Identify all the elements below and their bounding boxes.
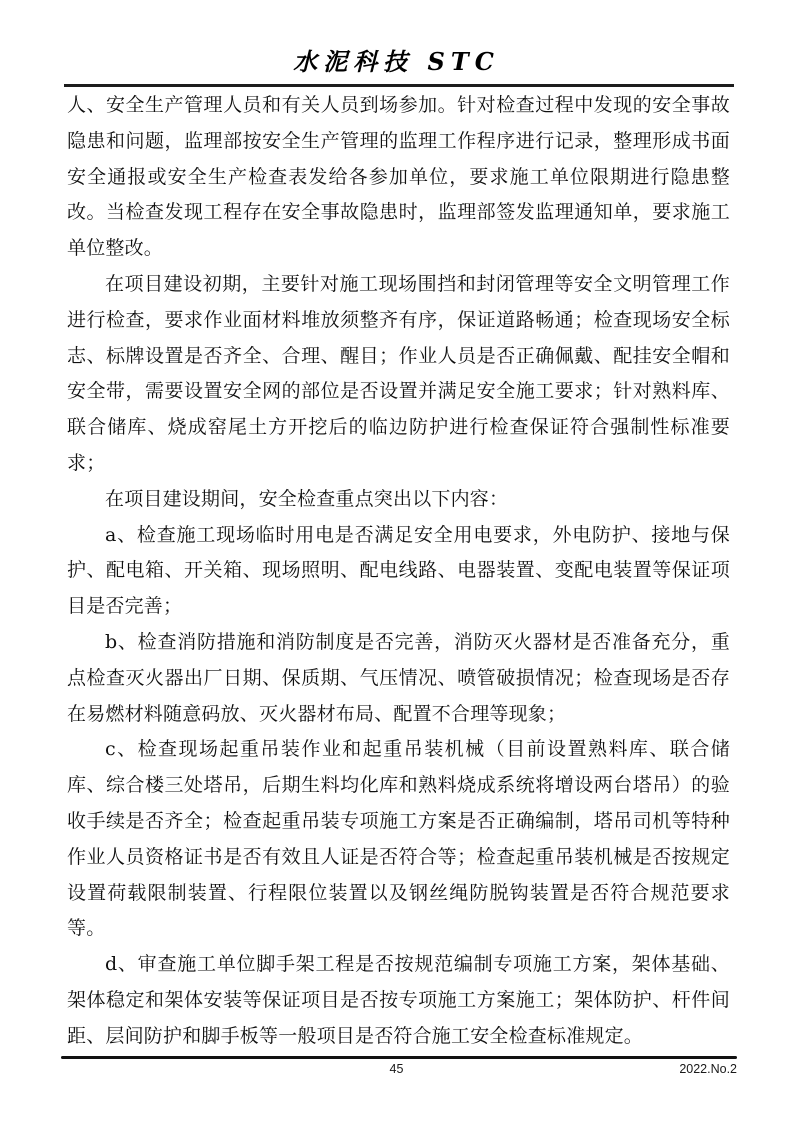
- paragraph-item-c: c、检查现场起重吊装作业和起重吊装机械（目前设置熟料库、联合储库、综合楼三处塔吊，后期生料均化库和熟料烧成系统将增设两台塔吊）的验收手续是否齐全；检查起重吊装专项施工方案是否正确编制，塔吊司机等特种作业人员资格证书是否有效且人证是否符合等；检查起重吊装机械是否按规定设置荷载限制装置、行程限位装置以及钢丝绳防脱钩装置是否符合规范要求等。: [67, 738, 730, 940]
- paragraph-item-b: b、检查消防措施和消防制度是否完善，消防灭火器材是否准备充分，重点检查灭火器出厂日期、保质期、气压情况、喷管破损情况；检查现场是否存在易燃材料随意码放、灭火器材布局、配置不合理等现象；: [67, 630, 730, 725]
- paragraph-construction-phase-intro: 在项目建设期间，安全检查重点突出以下内容：: [105, 487, 509, 510]
- page-number: 45: [389, 1062, 404, 1076]
- journal-title: 水泥科技 STC: [293, 47, 500, 76]
- issue-number: 2022.No.2: [679, 1062, 737, 1076]
- paragraph-item-d: d、审查施工单位脚手架工程是否按规范编制专项施工方案，架体基础、架体稳定和架体安装等保证项目是否按专项施工方案施工；架体防护、杆件间距、层间防护和脚手板等一般项目是否符合施工安全检查标准规定。: [67, 953, 730, 1047]
- paragraph-continuation: 人、安全生产管理人员和有关人员到场参加。针对检查过程中发现的安全事故隐患和问题，监理部按安全生产管理的监理工作程序进行记录，整理形成书面安全通报或安全生产检查表发给各参加单位，要求施工单位限期进行隐患整改。当检查发现工程存在安全事故隐患时，监理部签发监理通知单，要求施工单位整改。: [67, 94, 730, 260]
- header-rule: [64, 84, 734, 87]
- paragraph-item-a: a、检查施工现场临时用电是否满足安全用电要求，外电防护、接地与保护、配电箱、开关箱、现场照明、配电线路、电器装置、变配电装置等保证项目是否完善；: [67, 523, 730, 618]
- footer-rule: [61, 1056, 737, 1059]
- paragraph-initial-phase: 在项目建设初期，主要针对施工现场围挡和封闭管理等安全文明管理工作进行检查，要求作业面材料堆放须整齐有序，保证道路畅通；检查现场安全标志、标牌设置是否齐全、合理、醒目；作业人员是否正确佩戴、配挂安全帽和安全带，需要设置安全网的部位是否设置并满足安全施工要求；针对熟料库、联合储库、烧成窑尾土方开挖后的临边防护进行检查保证符合强制性标准要求；: [67, 272, 730, 474]
- document-body: [67, 88, 730, 1055]
